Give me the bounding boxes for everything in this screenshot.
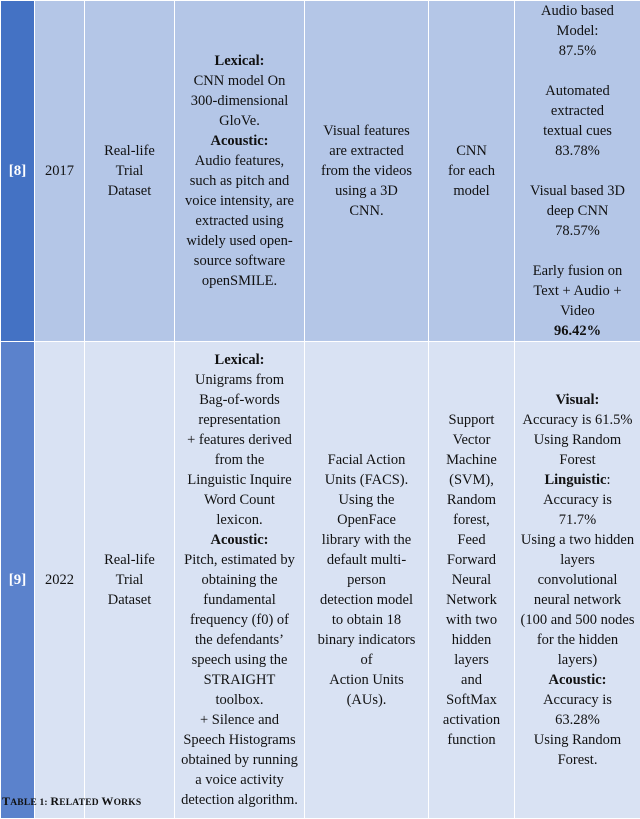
acoustic-line: frequency (f0) of [179, 610, 300, 630]
acoustic-line: widely used open- [179, 231, 300, 251]
lexical-line: Word Count [179, 490, 300, 510]
caption-part: ORKS [114, 798, 142, 808]
acoustic-line: the defendants’ [179, 630, 300, 650]
acoustic-line: obtaining the [179, 570, 300, 590]
features-cell [175, 1, 305, 342]
dataset-line: Real-life [89, 550, 170, 570]
acoustic-line: a voice activity [179, 770, 300, 790]
result-line: Using Random [519, 430, 636, 450]
acoustic-line: STRAIGHT [179, 670, 300, 690]
result-line: deep CNN [519, 201, 636, 221]
lexical-line: CNN model On [179, 71, 300, 91]
model-line: SoftMax [433, 690, 510, 710]
dataset-cell [85, 342, 175, 819]
model-line: (SVM), [433, 470, 510, 490]
acoustic-line: obtained by running [179, 750, 300, 770]
model-line: Forward [433, 550, 510, 570]
result-line: 63.28% [519, 710, 636, 730]
visual-line: to obtain 18 [309, 610, 424, 630]
model-line: Support [433, 410, 510, 430]
result-line: neural network [519, 590, 636, 610]
acoustic-line: voice intensity, are [179, 191, 300, 211]
result-line: Model: [519, 21, 636, 41]
acoustic-line: + Silence and [179, 710, 300, 730]
model-line: Random [433, 490, 510, 510]
visual-line: CNN. [309, 201, 424, 221]
reference-cell [1, 1, 35, 342]
result-line: Accuracy is [519, 690, 636, 710]
year-cell: 2022 [35, 342, 85, 819]
model-line: Machine [433, 450, 510, 470]
model-line: model [433, 181, 510, 201]
lexical-line: Linguistic Inquire [179, 470, 300, 490]
model-cell [429, 342, 515, 819]
reference-link[interactable]: [8] [9, 163, 27, 179]
dataset-cell [85, 1, 175, 342]
result-line: 78.57% [519, 221, 636, 241]
lexical-label: Lexical: [179, 350, 300, 370]
dataset-line: Trial [89, 161, 170, 181]
caption-part: ELATED [59, 798, 101, 808]
model-line: layers [433, 650, 510, 670]
visual-line: Facial Action [309, 450, 424, 470]
result-line: layers convolutional [519, 550, 636, 590]
dataset-line: Real-life [89, 141, 170, 161]
model-line: Feed [433, 530, 510, 550]
visual-line: binary indicators [309, 630, 424, 650]
acoustic-label: Acoustic: [179, 530, 300, 550]
visual-line: of [309, 650, 424, 670]
linguistic-result-label [519, 470, 636, 490]
reference-link[interactable]: [9] [9, 572, 27, 588]
visual-line: Using the [309, 490, 424, 510]
model-cell [429, 1, 515, 342]
linguistic-label-colon: : [607, 472, 611, 488]
result-line: (100 and 500 nodes [519, 610, 636, 630]
acoustic-line: Pitch, estimated by [179, 550, 300, 570]
lexical-line: GloVe. [179, 111, 300, 131]
visual-features-cell [305, 1, 429, 342]
result-line: Early fusion on [519, 261, 636, 281]
result-line: for the hidden [519, 630, 636, 650]
result-line: Automated extracted [519, 81, 636, 121]
model-line: for each [433, 161, 510, 181]
visual-line: are extracted [309, 141, 424, 161]
model-line: hidden [433, 630, 510, 650]
caption-part: W [101, 794, 113, 808]
acoustic-line: Audio features, [179, 151, 300, 171]
caption-part: ABLE 1: [10, 798, 50, 808]
lexical-line: + features derived [179, 430, 300, 450]
model-line: Network [433, 590, 510, 610]
result-line: Using Random [519, 730, 636, 750]
visual-line: Visual features [309, 121, 424, 141]
visual-line: default multi- [309, 550, 424, 570]
model-line: forest, [433, 510, 510, 530]
visual-result-label: Visual: [519, 390, 636, 410]
result-line: Accuracy is 61.5% [519, 410, 636, 430]
acoustic-line: Speech Histograms [179, 730, 300, 750]
best-result: 96.42% [519, 321, 636, 341]
caption-part: R [50, 794, 59, 808]
acoustic-line: extracted using [179, 211, 300, 231]
result-line: Forest [519, 450, 636, 470]
result-line: 71.7% [519, 510, 636, 530]
model-line: function [433, 730, 510, 750]
model-line: Vector [433, 430, 510, 450]
visual-line: (AUs). [309, 690, 424, 710]
table-caption [2, 794, 141, 809]
table-row [1, 1, 640, 342]
lexical-line: from the [179, 450, 300, 470]
visual-line: detection model [309, 590, 424, 610]
acoustic-result-label: Acoustic: [519, 670, 636, 690]
results-cell [515, 1, 640, 342]
model-line: CNN [433, 141, 510, 161]
result-line: Audio based [519, 1, 636, 21]
lexical-line: Bag-of-words [179, 390, 300, 410]
result-line: Video [519, 301, 636, 321]
dataset-line: Dataset [89, 181, 170, 201]
results-cell [515, 342, 640, 819]
lexical-line: Unigrams from [179, 370, 300, 390]
dataset-line: Trial [89, 570, 170, 590]
acoustic-line: fundamental [179, 590, 300, 610]
result-line: 83.78% [519, 141, 636, 161]
model-line: and [433, 670, 510, 690]
result-line: Forest. [519, 750, 636, 770]
result-line: Accuracy is [519, 490, 636, 510]
result-line: textual cues [519, 121, 636, 141]
year-cell: 2017 [35, 1, 85, 342]
features-cell [175, 342, 305, 819]
acoustic-label: Acoustic: [179, 131, 300, 151]
lexical-line: representation [179, 410, 300, 430]
result-line: Using a two hidden [519, 530, 636, 550]
visual-line: library with the [309, 530, 424, 550]
visual-line: person [309, 570, 424, 590]
result-line: 87.5% [519, 41, 636, 61]
acoustic-line: speech using the [179, 650, 300, 670]
visual-features-cell [305, 342, 429, 819]
model-line: with two [433, 610, 510, 630]
result-line: Visual based 3D [519, 181, 636, 201]
visual-line: Action Units [309, 670, 424, 690]
acoustic-line: detection algorithm. [179, 790, 300, 810]
acoustic-line: openSMILE. [179, 271, 300, 291]
acoustic-line: source software [179, 251, 300, 271]
reference-cell [1, 342, 35, 819]
dataset-line: Dataset [89, 590, 170, 610]
acoustic-line: toolbox. [179, 690, 300, 710]
lexical-line: 300-dimensional [179, 91, 300, 111]
linguistic-label-text: Linguistic [544, 472, 606, 488]
visual-line: OpenFace [309, 510, 424, 530]
lexical-label: Lexical: [179, 51, 300, 71]
result-line: layers) [519, 650, 636, 670]
table-row [1, 342, 640, 819]
model-line: Neural [433, 570, 510, 590]
acoustic-line: such as pitch and [179, 171, 300, 191]
lexical-line: lexicon. [179, 510, 300, 530]
visual-line: from the videos [309, 161, 424, 181]
result-line: Text + Audio + [519, 281, 636, 301]
visual-line: using a 3D [309, 181, 424, 201]
caption-part: T [2, 794, 10, 808]
visual-line: Units (FACS). [309, 470, 424, 490]
model-line: activation [433, 710, 510, 730]
